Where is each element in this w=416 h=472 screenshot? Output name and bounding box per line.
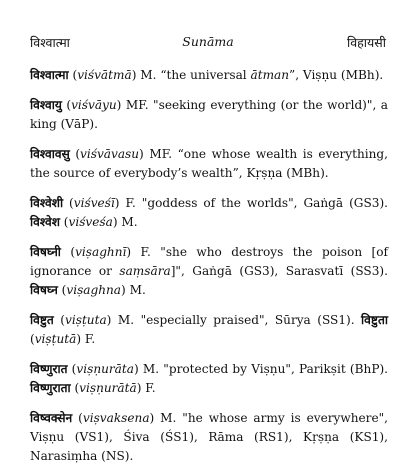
definition: ) M. “the universal bbox=[131, 68, 251, 82]
headword: विषघ्नी bbox=[30, 245, 61, 259]
transliteration-variant: viṣaghna bbox=[66, 283, 122, 297]
header-title: Sunāma bbox=[182, 34, 234, 49]
entries-list bbox=[30, 66, 388, 466]
definition: ) M. "especially praised", Sūrya (SS1). bbox=[106, 313, 362, 327]
headword: विष्वक्सेन bbox=[30, 411, 73, 425]
definition: ) M. "he whose army is everywhere", Viṣṇu (VS1), Śiva (ŚS1), Rāma (RS1), Kṛṣṇa (KS1), Narasiṃha (NS). bbox=[30, 411, 389, 463]
transliteration: viṣṇurāta bbox=[76, 362, 134, 376]
definition-italic: saṃsāra bbox=[119, 264, 171, 278]
headword: विश्वायु bbox=[30, 98, 62, 112]
definition-italic: ātman bbox=[250, 68, 290, 82]
definition-tail: ”, Viṣṇu (MBh). bbox=[289, 68, 384, 82]
definition-tail: ) F. bbox=[76, 332, 96, 346]
headword: विष्णुरात bbox=[30, 362, 68, 376]
headword: विश्वात्मा bbox=[30, 68, 69, 82]
transliteration-variant: viṣṭutā bbox=[34, 332, 77, 346]
entry-vishveshi: विश्वेशी (viśveśī) F. "goddess of the worlds", Gaṅgā (GS3). विश्वेश (viśveśa) M. bbox=[30, 196, 389, 229]
entry-vishvavasu: विश्वावसु (viśvāvasu) MF. “one whose wealth is everything, the source of everybody’s wealth”, Kṛṣṇa (MBh). bbox=[30, 147, 388, 180]
entry-vishnurata: विष्णुरात (viṣṇurāta) M. "protected by Viṣṇu", Parikṣit (BhP). विष्णुराता (viṣṇurātā) F. bbox=[30, 362, 389, 395]
transliteration-variant: viṣṇurātā bbox=[79, 381, 137, 395]
entry-vishvayu: विश्वायु (viśvāyu) MF. "seeking everything (or the world)", a king (VāP). bbox=[30, 98, 388, 131]
headword: विश्वेशी bbox=[30, 196, 64, 210]
headword-variant: विषघ्न bbox=[30, 283, 58, 297]
entry-vishvatma: विश्वात्मा (viśvātmā) M. “the universal ātman”, Viṣṇu (MBh). bbox=[30, 68, 384, 82]
transliteration: viṣṭuta bbox=[65, 313, 107, 327]
transliteration: viṣvaksena bbox=[82, 411, 150, 425]
definition: ) M. "protected by Viṣṇu", Parikṣit (BhP). bbox=[133, 362, 389, 376]
definition: ) F. "goddess of the worlds", Gaṅgā (GS3). bbox=[114, 196, 389, 210]
entry-vishaghni: विषघ्नी (viṣaghnī) F. "she who destroys the poison [of ignorance or saṃsāra]", Gaṅgā (GS3), Sarasvatī (SS3). विषघ्न (viṣaghna) M. bbox=[30, 245, 388, 297]
headword-variant: विष्णुराता bbox=[30, 381, 71, 395]
transliteration: viśvāyu bbox=[71, 98, 117, 112]
headword: विष्टुत bbox=[30, 313, 54, 327]
entry-vishvaksena: विष्वक्सेन (viṣvaksena) M. "he whose army is everywhere", Viṣṇu (VS1), Śiva (ŚS1), Rāma (RS1), Kṛṣṇa (KS1), Narasiṃha (NS). bbox=[30, 411, 389, 463]
entry-vishtuta: विष्टुत (viṣṭuta) M. "especially praised", Sūrya (SS1). विष्टुता (viṣṭutā) F. bbox=[30, 313, 388, 346]
definition: ) F. "she who destroys the poison [of ignorance or bbox=[30, 245, 388, 278]
transliteration: viśvāvasu bbox=[80, 147, 140, 161]
definition: ) MF. “one whose wealth is everything, the source of everybody’s wealth”, Kṛṣṇa (MBh). bbox=[30, 147, 388, 180]
transliteration-variant: viśveśa bbox=[68, 215, 113, 229]
definition-tail: ) M. bbox=[112, 215, 138, 229]
definition-tail: ) F. bbox=[136, 381, 156, 395]
headword-variant: विष्टुता bbox=[361, 313, 388, 327]
headword-variant: विश्वेश bbox=[30, 215, 60, 229]
transliteration: viśvātmā bbox=[77, 68, 132, 82]
running-header bbox=[30, 34, 386, 52]
header-left-word: विश्वात्मा bbox=[30, 35, 70, 50]
transliteration: viṣaghnī bbox=[75, 245, 127, 259]
header-right-word: विहायसी bbox=[346, 35, 386, 50]
definition: ) MF. "seeking everything (or the world)", a king (VāP). bbox=[30, 98, 388, 131]
headword: विश्वावसु bbox=[30, 147, 70, 161]
transliteration: viśveśī bbox=[73, 196, 115, 210]
definition-tail: ]", Gaṅgā (GS3), Sarasvatī (SS3). bbox=[170, 264, 388, 278]
definition-end: ) M. bbox=[121, 283, 146, 297]
